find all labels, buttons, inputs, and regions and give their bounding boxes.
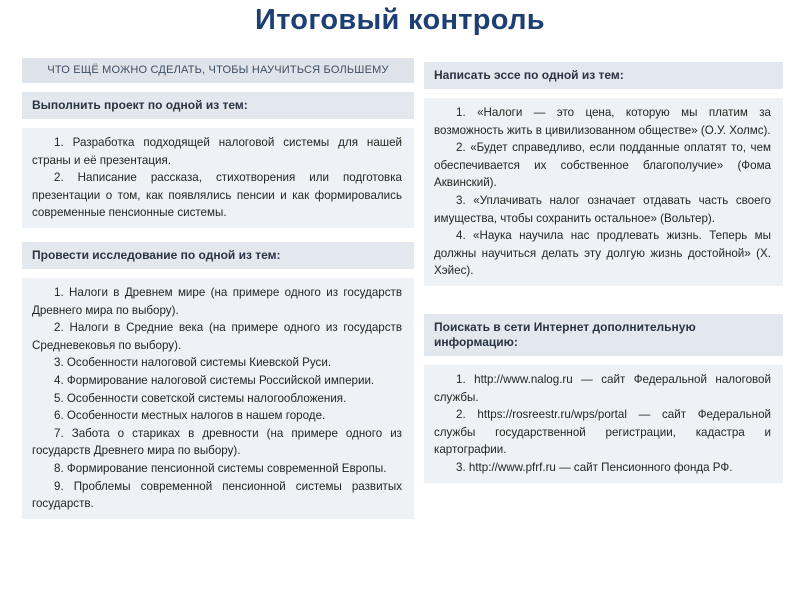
page-title: Итоговый контроль [255, 4, 545, 36]
list-item: 7. Забота о стариках в древности (на примере одного из государств Древнего мира по выбору). [32, 426, 402, 458]
list-item: 5. Особенности советской системы налогообложения. [54, 391, 347, 405]
list-item: 2. Налоги в Средние века (на примере одного из государств Средневековья по выбору). [32, 321, 402, 352]
project-header: Выполнить проект по одной из тем: [22, 92, 414, 119]
list-item: 4. «Наука научила нас продлевать жизнь. Теперь мы должны научиться делать эту долгую жизнь достойной» (Х. Хэйес). [434, 229, 771, 278]
list-item: 3. «Уплачивать налог означает отдавать часть своего имущества, чтобы сохранить остальное» (Вольтер). [434, 193, 771, 225]
left-column [22, 58, 414, 519]
internet-header: Поискать в сети Интернет дополнительную информацию: [424, 314, 783, 356]
list-item: 1. Разработка подходящей налоговой системы для нашей страны и её презентация. [32, 136, 402, 167]
list-item: 9. Проблемы современной пенсионной системы развитых государств. [32, 479, 402, 511]
list-item: 4. Формирование налоговой системы Российской империи. [54, 373, 375, 387]
essay-list [424, 98, 783, 286]
research-list [22, 278, 414, 519]
section-banner: ЧТО ЕЩЁ МОЖНО СДЕЛАТЬ, ЧТОБЫ НАУЧИТЬСЯ БОЛЬШЕМУ [22, 58, 414, 83]
essay-header: Написать эссе по одной из тем: [424, 62, 783, 89]
list-item: 3. Особенности налоговой системы Киевской Руси. [54, 356, 332, 370]
list-item: 1. http://www.nalog.ru — сайт Федеральной налоговой службы. [434, 372, 771, 404]
list-item: 2. «Будет справедливо, если подданные оплатят то, чем обеспечивается их собственное благополучие» (Фома Аквинский). [434, 141, 771, 190]
list-item: 1. Налоги в Древнем мире (на примере одного из государств Древнего мира по выбору). [32, 285, 402, 317]
list-item: 6. Особенности местных налогов в нашем городе. [54, 409, 326, 423]
right-column [424, 62, 783, 483]
list-item: 2. Написание рассказа, стихотворения или подготовка презентации о том, как появлялись пенсии и как формировались современные пенсионные системы. [32, 171, 402, 220]
project-list [22, 128, 414, 228]
list-item: 8. Формирование пенсионной системы современной Европы. [54, 461, 387, 475]
internet-list [424, 365, 783, 483]
list-item: 2. https://rosreestr.ru/wps/portal — сайт Федеральной службы государственной регистрации, кадастра и картографии. [434, 408, 771, 457]
research-header: Провести исследование по одной из тем: [22, 242, 414, 269]
list-item: 3. http://www.pfrf.ru — сайт Пенсионного фонда РФ. [456, 460, 733, 474]
list-item: 1. «Налоги — это цена, которую мы платим за возможность жить в цивилизованном обществе» (О.У. Холмс). [434, 106, 771, 137]
